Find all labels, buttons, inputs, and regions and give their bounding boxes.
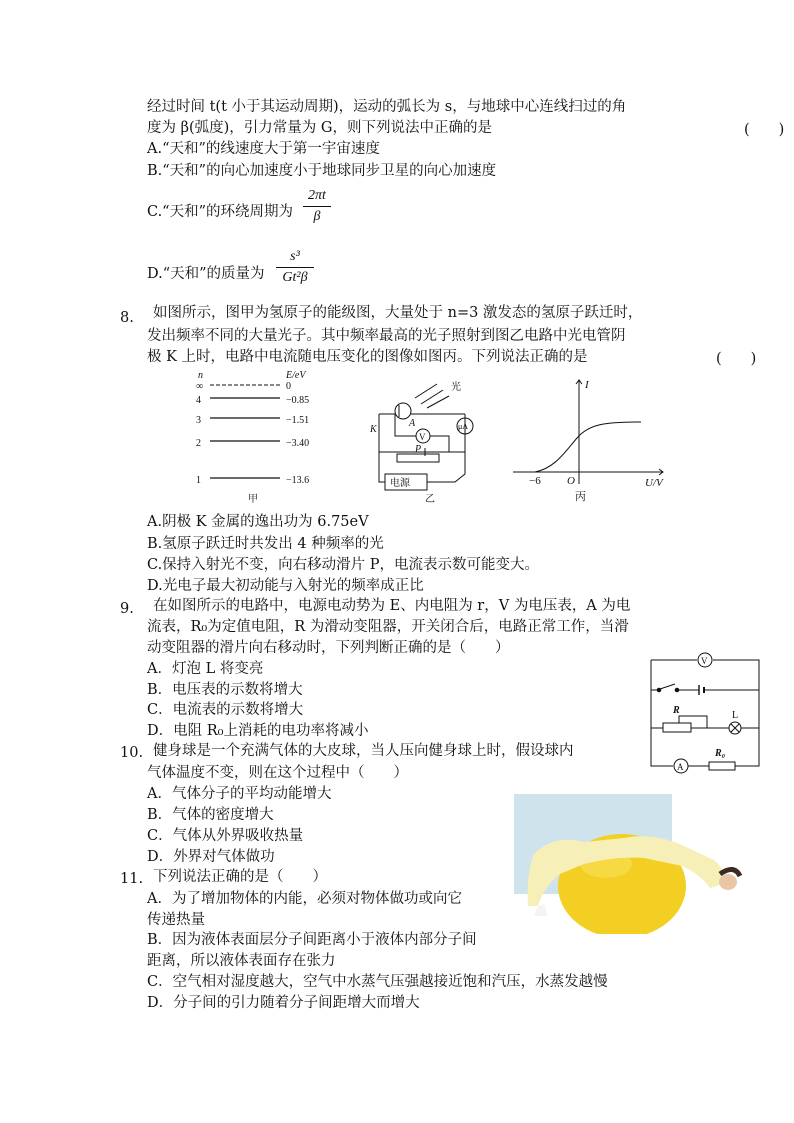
fitness-ball-photo xyxy=(514,794,744,934)
resistor-r0-icon xyxy=(709,762,735,770)
q7-option-d: D.“天和”的质量为 xyxy=(147,266,265,282)
voltmeter-label: V xyxy=(419,432,426,442)
q10-number: 10. xyxy=(120,745,144,761)
person-head xyxy=(719,874,737,890)
level-n-3: 3 xyxy=(196,415,201,426)
n-axis-label: n xyxy=(198,370,203,381)
level-e-3: −1.51 xyxy=(286,415,310,426)
q11-line1: 下列说法正确的是（ ） xyxy=(153,869,327,885)
level-n-1: 1 xyxy=(196,475,201,486)
iu-curve xyxy=(535,422,641,472)
figure-bing-caption: 丙 xyxy=(575,490,586,503)
rheostat-icon xyxy=(397,454,439,462)
q10-line1: 健身球是一个充满气体的大皮球，当人压向健身球上时，假设球内 xyxy=(153,743,574,759)
q7-option-b: B.“天和”的向心加速度小于地球同步卫星的向心加速度 xyxy=(147,163,497,179)
q9-option-d: D．电阻 R₀上消耗的电功率将减小 xyxy=(147,723,369,739)
q9-option-c: C．电流表的示数将增大 xyxy=(147,702,304,718)
q9-option-a: A．灯泡 L 将变亮 xyxy=(147,661,264,677)
q9-line1: 在如图所示的电路中，电源电动势为 E、内电阻为 r，V 为电压表，A 为电 xyxy=(153,598,631,614)
q7-option-c: C.“天和”的环绕周期为 xyxy=(147,204,294,220)
q11-option-a-line2: 传递热量 xyxy=(147,912,205,928)
q8-line3: 极 K 上时，电路中电流随电压变化的图像如图丙。下列说法正确的是 xyxy=(147,349,588,365)
figure-jia-energy-levels xyxy=(190,368,340,506)
q7-option-a: A.“天和”的线速度大于第一宇宙速度 xyxy=(147,141,380,157)
q8-line1: 如图所示，图甲为氢原子的能级图，大量处于 n=3 激发态的氢原子跃迁时， xyxy=(153,305,643,321)
q7-line1: 经过时间 t(t 小于其运动周期)，运动的弧长为 s，与地球中心连线扫过的角 xyxy=(147,99,627,115)
q11-option-d: D．分子间的引力随着分子间距增大而增大 xyxy=(147,995,420,1011)
fraction-numerator: 2πt xyxy=(308,188,326,203)
level-e-1: −13.6 xyxy=(286,475,310,486)
level-e-4: −0.85 xyxy=(286,395,310,406)
light-label: 光 xyxy=(451,382,461,393)
q10-option-a: A．气体分子的平均动能增大 xyxy=(147,786,332,802)
slider-label: P xyxy=(415,444,422,455)
q9-line3: 动变阻器的滑片向右移动时，下列判断正确的是（ ） xyxy=(147,640,510,656)
x-tick-label: −6 xyxy=(529,475,541,487)
figure-jia-caption: 甲 xyxy=(248,494,258,505)
rheostat-icon xyxy=(663,723,691,732)
energy-axis-label: E/eV xyxy=(286,370,306,381)
q7-option-c-fraction xyxy=(303,188,331,225)
lamp-label: L xyxy=(732,710,739,721)
voltmeter-label: V xyxy=(701,656,708,666)
q8-option-a: A.阴极 K 金属的逸出功为 6.75eV xyxy=(147,514,369,530)
q8-line2: 发出频率不同的大量光子。其中频率最高的光子照射到图乙电路中光电管阴 xyxy=(147,328,626,344)
q10-option-c: C．气体从外界吸收热量 xyxy=(147,828,304,844)
figure-yi-caption: 乙 xyxy=(425,494,435,505)
q7-option-d-fraction xyxy=(276,249,314,286)
phototube-icon xyxy=(395,403,411,419)
q11-option-a-line1: A．为了增加物体的内能，必须对物体做功或向它 xyxy=(147,891,462,907)
q7-answer-paren: ( ) xyxy=(744,122,785,138)
q7-line2: 度为 β(弧度)，引力常量为 G，则下列说法中正确的是 xyxy=(147,120,492,136)
q9-number: 9. xyxy=(120,601,134,617)
fraction-denominator: Gt²β xyxy=(282,270,308,285)
origin-label: O xyxy=(567,475,575,487)
x-axis-label: U/V xyxy=(645,477,663,489)
q11-option-b-line2: 距离，所以液体表面存在张力 xyxy=(147,953,336,969)
q9-circuit-diagram xyxy=(645,650,767,776)
q8-option-d: D.光电子最大初动能与入射光的频率成正比 xyxy=(147,578,424,594)
q10-option-d: D．外界对气体做功 xyxy=(147,849,275,865)
q8-answer-paren: ( ) xyxy=(716,351,757,367)
fraction-denominator: β xyxy=(313,209,321,224)
level-n-inf: ∞ xyxy=(196,381,204,392)
q9-option-b: B．电压表的示数将增大 xyxy=(147,682,303,698)
figure-yi-circuit xyxy=(365,378,490,506)
resistor-r0-label: R₀ xyxy=(715,748,726,759)
q8-number: 8. xyxy=(120,310,134,326)
microammeter-label: μA xyxy=(458,422,469,431)
q8-option-b: B.氢原子跃迁时共发出 4 种频率的光 xyxy=(147,536,384,552)
rheostat-label: R xyxy=(673,705,680,716)
level-n-4: 4 xyxy=(196,395,201,406)
level-e-2: −3.40 xyxy=(286,438,310,449)
y-axis-label: I xyxy=(585,379,589,391)
ammeter-label: A xyxy=(677,762,684,772)
q10-line2: 气体温度不变，则在这个过程中（ ） xyxy=(147,765,408,781)
q11-number: 11. xyxy=(120,871,144,887)
q8-option-c: C.保持入射光不变，向右移动滑片 P，电流表示数可能变大。 xyxy=(147,557,540,573)
power-source-label: 电源 xyxy=(390,478,410,489)
cathode-label: K xyxy=(370,424,377,435)
level-e-inf: 0 xyxy=(286,381,291,392)
q10-option-b: B．气体的密度增大 xyxy=(147,807,274,823)
fraction-numerator: s³ xyxy=(290,249,300,264)
q11-option-b-line1: B．因为液体表面层分子间距离小于液体内部分子间 xyxy=(147,932,477,948)
level-n-2: 2 xyxy=(196,438,201,449)
q11-option-c: C．空气相对湿度越大，空气中水蒸气压强越接近饱和汽压，水蒸发越慢 xyxy=(147,974,608,990)
anode-label: A xyxy=(409,418,416,429)
q9-line2: 流表，R₀为定值电阻，R 为滑动变阻器，开关闭合后，电路正常工作，当滑 xyxy=(147,619,629,635)
figure-bing-iu-graph xyxy=(505,372,670,504)
